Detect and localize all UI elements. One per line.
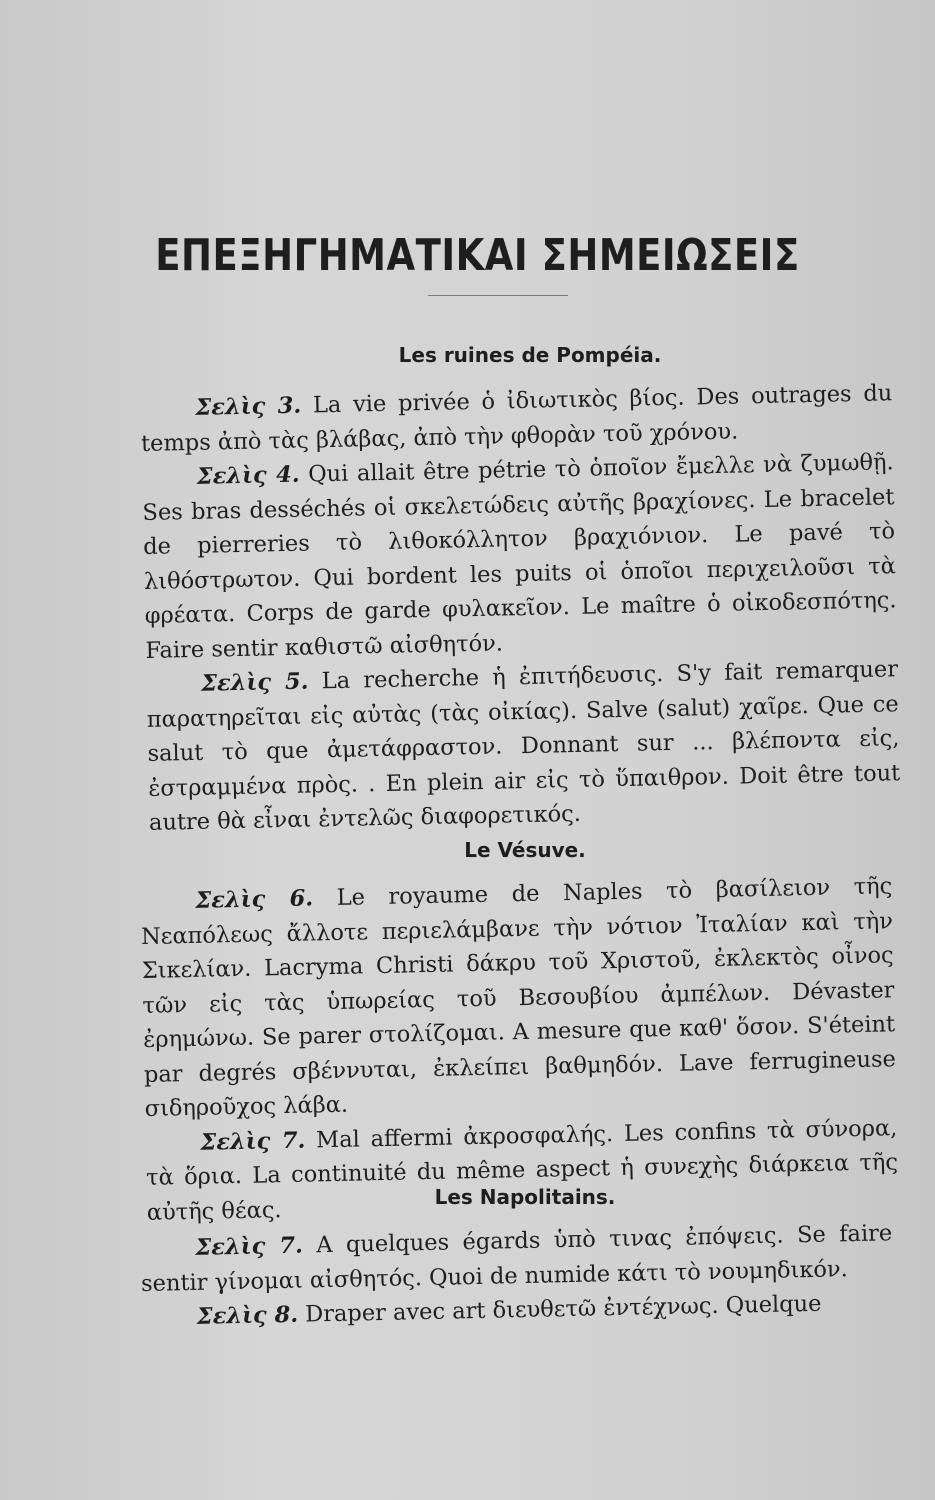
page-reference: Σελὶς 7. (200, 1127, 306, 1156)
title-rule (428, 295, 568, 296)
page-title: ΕΠΕΞΗΓΗΜΑΤΙΚΑΙ ΣΗΜΕΙΩΣΕΙΣ (155, 230, 800, 281)
entry-paragraph (141, 445, 897, 668)
entry-paragraph (146, 652, 901, 840)
section-heading-pompeia: Les ruines de Pompéia. (398, 343, 662, 367)
page-reference: Σελὶς 5. (200, 668, 309, 697)
entry-text: A quelques égards ὑπὸ τινας ἐπόψεις. Se faire sentir γίνομαι αἰσθητός. Quoi de numide κάτι τὸ νουμηδικόν. (140, 1220, 893, 1297)
entry-text: Mal affermi ἀκροσφαλής. Les confins τὰ σύνορα, τὰ ὅρια. La continuité du même aspect ἡ συνεχὴς διάρκεια τῆς αὐτῆς θέας. (145, 1114, 899, 1226)
entry-text: Qui allait être pétrie τὸ ὁποῖον ἔμελλε νὰ ζυμωθῇ. Ses bras desséchés οἱ σκελετώδεις αὐτῆς βραχίονες. Le bracelet de pierreries τὸ λιθοκόλλητον βραχιόνιον. Le pavé τὸ λιθόστρωτον. Qui bordent les puits οἱ ὁποῖοι περιχειλοῦσι τὰ φρέατα. Corps de garde φυλακεῖον. Le maître ὁ οἰκοδεσπότης. Faire sentir καθιστῶ αἰσθητόν. (142, 449, 897, 664)
page-reference: Σελὶς 6. (195, 885, 314, 914)
entry-paragraph (140, 869, 897, 1126)
entry-text: Le royaume de Naples τὸ βασίλειον τῆς Νεαπόλεως ἄλλοτε περιελάμβανε τὴν νότιον Ἰταλίαν καὶ τὴν Σικελίαν. Lacryma Christi δάκρυ τοῦ Χριστοῦ, ἐκλεκτὸς οἶνος τῶν εἰς τὰς ὑπωρείας τοῦ Βεσουβίου ἀμπέλων. Dévaster ἐρημώνω. Se parer στολίζομαι. A mesure que καθ' ὅσον. S'éteint par degrés σβέννυται, ἐκλείπει βαθμηδόν. Lave ferrugineuse σιδηροῦχος λάβα. (140, 873, 897, 1122)
entry-text: La recherche ἡ ἐπιτήδευσις. S'y fait remarquer παρατηρεῖται εἰς αὐτὰς (τὰς οἰκίας). Salve (salut) χαῖρε. Que ce salut τὸ que ἀμετάφραστον. Donnant sur ... βλέποντα εἰς, ἐστραμμένα πρὸς. . En plein air εἰς τὸ ὕπαιθρον. Doit être tout autre θὰ εἶναι ἐντελῶς διαφορετικός. (146, 656, 901, 836)
page-reference: Σελὶς 4. (196, 461, 300, 490)
entry-text: Draper avec art διευθετῶ ἐντέχνως. Quelque (304, 1290, 822, 1328)
section-text-pompeia (140, 376, 901, 840)
entry-text: La vie privée ὁ ἰδιωτικὸς βίος. Des outrages du temps ἀπὸ τὰς βλάβας, ἀπὸ τὴν φθορὰν τοῦ χρόνου. (140, 380, 893, 457)
page-reference: Σελὶς 3. (195, 392, 302, 421)
page-reference: Σελὶς 8. (196, 1301, 299, 1330)
section-heading-napolitains: Les Napolitains. (434, 1185, 616, 1209)
section-heading-vesuve: Le Vésuve. (464, 838, 586, 862)
page-reference: Σελὶς 7. (195, 1232, 304, 1261)
section-text-napolitains (140, 1216, 894, 1335)
page-header (0, 230, 935, 296)
entry-paragraph (145, 1111, 899, 1230)
section-text-vesuve (140, 869, 899, 1230)
